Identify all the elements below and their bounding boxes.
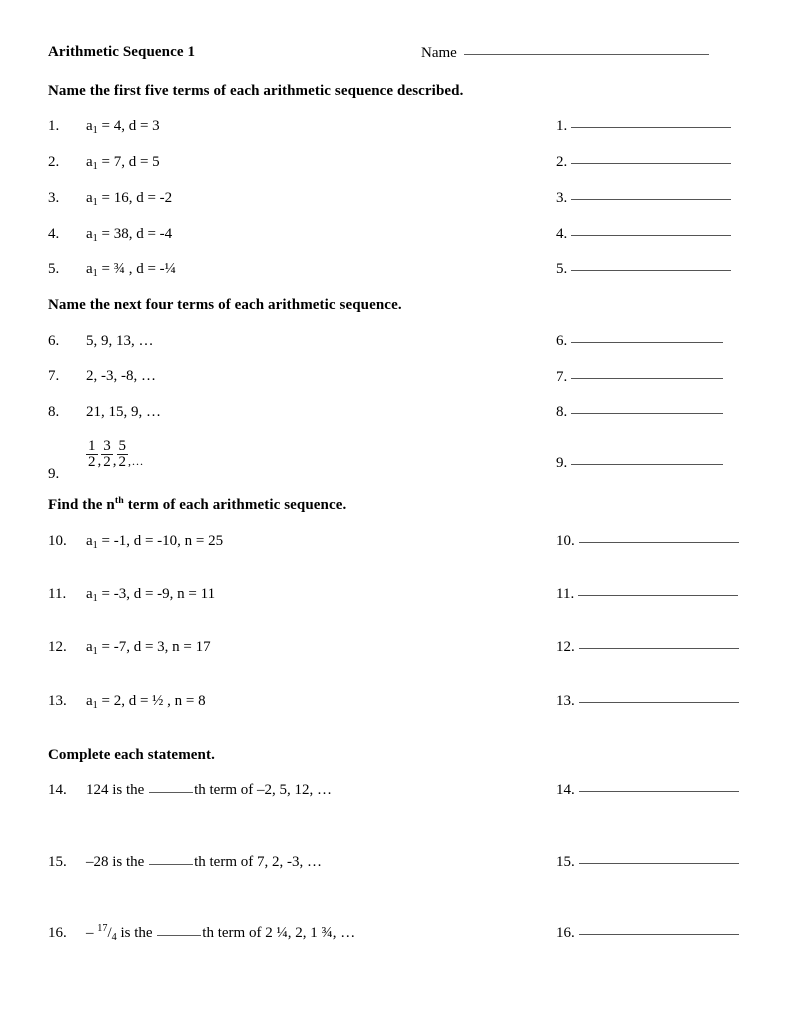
problem-12-a-label: a [86, 639, 93, 655]
problem-8 [48, 404, 518, 421]
problem-4 [48, 226, 518, 243]
answer-blank-15-rule[interactable] [579, 863, 739, 864]
answer-blank-3-number: 3. [556, 190, 568, 206]
answer-blank-13-rule[interactable] [579, 702, 739, 703]
problem-14-body [86, 782, 332, 799]
problem-12 [48, 639, 518, 656]
problem-16 [48, 925, 518, 942]
answer-blank-11-number: 11. [556, 586, 575, 602]
answer-blank-14-number: 14. [556, 782, 575, 798]
answer-blank-1-rule[interactable] [571, 127, 731, 128]
answer-blank-6[interactable] [556, 333, 723, 350]
problem-12-text: = -7, d = 3, n = 17 [97, 639, 211, 655]
answer-blank-2[interactable] [556, 154, 731, 171]
problem-12-body [86, 639, 211, 656]
answer-blank-9-number: 9. [556, 455, 568, 471]
problem-5-number: 5. [48, 261, 60, 277]
problem-9 [48, 438, 518, 480]
problem-1-number: 1. [48, 118, 60, 134]
problem-7-text: 2, -3, -8, … [86, 368, 156, 384]
problem-16-slash: / [107, 925, 112, 941]
answer-blank-16-number: 16. [556, 925, 575, 941]
problem-10-number: 10. [48, 533, 67, 549]
problem-15-body [86, 854, 322, 871]
answer-blank-9-rule[interactable] [571, 464, 723, 465]
answer-blank-12[interactable] [556, 639, 739, 656]
answer-blank-10-number: 10. [556, 533, 575, 549]
problem-16-text-after: th term of 2 ¼, 2, 1 ¾, … [202, 925, 356, 941]
problem-6 [48, 333, 518, 350]
problem-9-fraction-row [86, 439, 144, 471]
problem-12-number: 12. [48, 639, 67, 655]
answer-blank-3[interactable] [556, 190, 731, 207]
problem-11-text: = -3, d = -9, n = 11 [97, 586, 216, 602]
problem-16-superscript-numerator: 17 [97, 923, 108, 934]
problem-4-a-subscript: 1 [92, 232, 98, 244]
answer-blank-16[interactable] [556, 925, 739, 942]
answer-blank-7-rule[interactable] [571, 378, 723, 379]
problem-5 [48, 261, 518, 278]
fraction-2 [101, 439, 113, 471]
answer-blank-7-number: 7. [556, 369, 568, 385]
problem-14-number: 14. [48, 782, 67, 798]
problem-3-a-label: a [86, 190, 93, 206]
problem-4-number: 4. [48, 226, 60, 242]
fraction-separator-2: , [112, 452, 117, 469]
problem-13-text: = 2, d = ½ , n = 8 [97, 693, 206, 709]
problem-5-a-label: a [86, 261, 93, 277]
answer-blank-15[interactable] [556, 854, 739, 871]
answer-blank-15-number: 15. [556, 854, 575, 870]
problem-3-number: 3. [48, 190, 60, 206]
page-header [48, 44, 743, 66]
problem-5-body [86, 261, 176, 278]
problem-12-a-subscript: 1 [92, 645, 98, 657]
answer-blank-4[interactable] [556, 226, 731, 243]
fraction-ellipsis: ,… [128, 453, 144, 468]
problem-3-a-subscript: 1 [92, 196, 98, 208]
name-input-blank[interactable] [464, 54, 709, 55]
problem-6-number: 6. [48, 333, 60, 349]
problem-11-number: 11. [48, 586, 67, 602]
problem-2 [48, 154, 518, 171]
answer-blank-7[interactable] [556, 369, 723, 386]
name-field-group [421, 45, 709, 62]
fraction-2-numerator: 3 [103, 438, 111, 454]
problem-15-text-before: –28 is the [86, 854, 149, 870]
answer-blank-4-rule[interactable] [571, 235, 731, 236]
problem-15-inline-blank[interactable] [149, 864, 193, 865]
problem-16-minus: – [86, 925, 98, 941]
answer-blank-6-rule[interactable] [571, 342, 723, 343]
answer-blank-14-rule[interactable] [579, 791, 739, 792]
section-heading-4: Complete each statement. [48, 747, 215, 763]
answer-blank-12-rule[interactable] [579, 648, 739, 649]
problem-3 [48, 190, 518, 207]
fraction-2-denominator: 2 [103, 454, 111, 471]
problem-2-text: = 7, d = 5 [97, 154, 160, 170]
problem-11 [48, 586, 518, 603]
fraction-1-denominator: 2 [88, 454, 96, 471]
problem-2-body [86, 154, 160, 171]
answer-blank-8[interactable] [556, 404, 723, 421]
fraction-3 [117, 439, 129, 471]
problem-16-text-before: is the [116, 925, 157, 941]
problem-10-text: = -1, d = -10, n = 25 [97, 533, 224, 549]
problem-14-text-after: th term of –2, 5, 12, … [194, 782, 332, 798]
problem-4-text: = 38, d = -4 [97, 226, 173, 242]
section-heading-3-suffix: term of each arithmetic sequence. [123, 497, 347, 513]
problem-1 [48, 118, 518, 135]
fraction-3-numerator: 5 [118, 438, 126, 454]
section-heading-3-superscript: th [114, 495, 124, 506]
problem-1-a-label: a [86, 118, 93, 134]
problem-1-body [86, 118, 160, 135]
problem-11-a-subscript: 1 [92, 592, 98, 604]
problem-14 [48, 782, 518, 799]
section-heading-3 [48, 497, 346, 514]
problem-2-number: 2. [48, 154, 60, 170]
problem-16-subscript-denominator: 4 [111, 931, 117, 943]
answer-blank-8-number: 8. [556, 404, 568, 420]
name-label: Name [421, 45, 457, 61]
problem-10-a-subscript: 1 [92, 539, 98, 551]
problem-8-number: 8. [48, 404, 60, 420]
problem-3-body [86, 190, 172, 207]
problem-14-text-before: 124 is the [86, 782, 149, 798]
answer-blank-3-rule[interactable] [571, 199, 731, 200]
answer-blank-5[interactable] [556, 261, 731, 278]
fraction-1-numerator: 1 [88, 438, 96, 454]
problem-13-a-label: a [86, 693, 93, 709]
section-heading-2: Name the next four terms of each arithmetic sequence. [48, 297, 402, 313]
answer-blank-4-number: 4. [556, 226, 568, 242]
problem-16-number: 16. [48, 925, 67, 941]
answer-blank-6-number: 6. [556, 333, 568, 349]
problem-10 [48, 533, 518, 550]
fraction-3-denominator: 2 [118, 454, 126, 471]
answer-blank-8-rule[interactable] [571, 413, 723, 414]
problem-13-a-subscript: 1 [92, 699, 98, 711]
answer-blank-9[interactable] [556, 455, 723, 472]
answer-blank-2-rule[interactable] [571, 163, 731, 164]
problem-9-number: 9. [48, 465, 60, 482]
answer-blank-5-rule[interactable] [571, 270, 731, 271]
answer-blank-2-number: 2. [556, 154, 568, 170]
problem-2-a-subscript: 1 [92, 160, 98, 172]
answer-blank-11-rule[interactable] [578, 595, 738, 596]
page-title: Arithmetic Sequence 1 [48, 44, 196, 60]
problem-5-a-subscript: 1 [92, 267, 98, 279]
answer-blank-10-rule[interactable] [579, 542, 739, 543]
section-heading-1: Name the first five terms of each arithmetic sequence described. [48, 83, 464, 99]
problem-4-body [86, 226, 172, 243]
problem-13-number: 13. [48, 693, 67, 709]
problem-1-a-subscript: 1 [92, 124, 98, 136]
problem-13-body [86, 693, 206, 710]
answer-blank-10[interactable] [556, 533, 739, 550]
answer-blank-13[interactable] [556, 693, 739, 710]
problem-11-a-label: a [86, 586, 93, 602]
problem-6-text: 5, 9, 13, … [86, 333, 154, 349]
answer-blank-5-number: 5. [556, 261, 568, 277]
problem-2-a-label: a [86, 154, 93, 170]
problem-11-body [86, 586, 215, 603]
answer-blank-12-number: 12. [556, 639, 575, 655]
problem-7 [48, 368, 518, 385]
answer-blank-1[interactable] [556, 118, 731, 135]
section-heading-3-prefix: Find the n [48, 497, 115, 513]
problem-16-inline-blank[interactable] [157, 935, 201, 936]
answer-blank-11[interactable] [556, 586, 738, 603]
answer-blank-13-number: 13. [556, 693, 575, 709]
problem-10-a-label: a [86, 533, 93, 549]
problem-13 [48, 693, 518, 710]
problem-14-inline-blank[interactable] [149, 792, 193, 793]
answer-blank-14[interactable] [556, 782, 739, 799]
problem-8-text: 21, 15, 9, … [86, 404, 161, 420]
problem-16-body [86, 925, 355, 942]
problem-15-number: 15. [48, 854, 67, 870]
problem-5-text: = ¾ , d = -¼ [97, 261, 176, 277]
problem-1-text: = 4, d = 3 [97, 118, 160, 134]
answer-blank-1-number: 1. [556, 118, 568, 134]
problem-10-body [86, 533, 223, 550]
problem-4-a-label: a [86, 226, 93, 242]
problem-3-text: = 16, d = -2 [97, 190, 173, 206]
fraction-1 [86, 439, 98, 471]
problem-15 [48, 854, 518, 871]
answer-blank-16-rule[interactable] [579, 934, 739, 935]
fraction-separator-1: , [97, 452, 102, 469]
problem-15-text-after: th term of 7, 2, -3, … [194, 854, 322, 870]
problem-7-number: 7. [48, 368, 60, 384]
